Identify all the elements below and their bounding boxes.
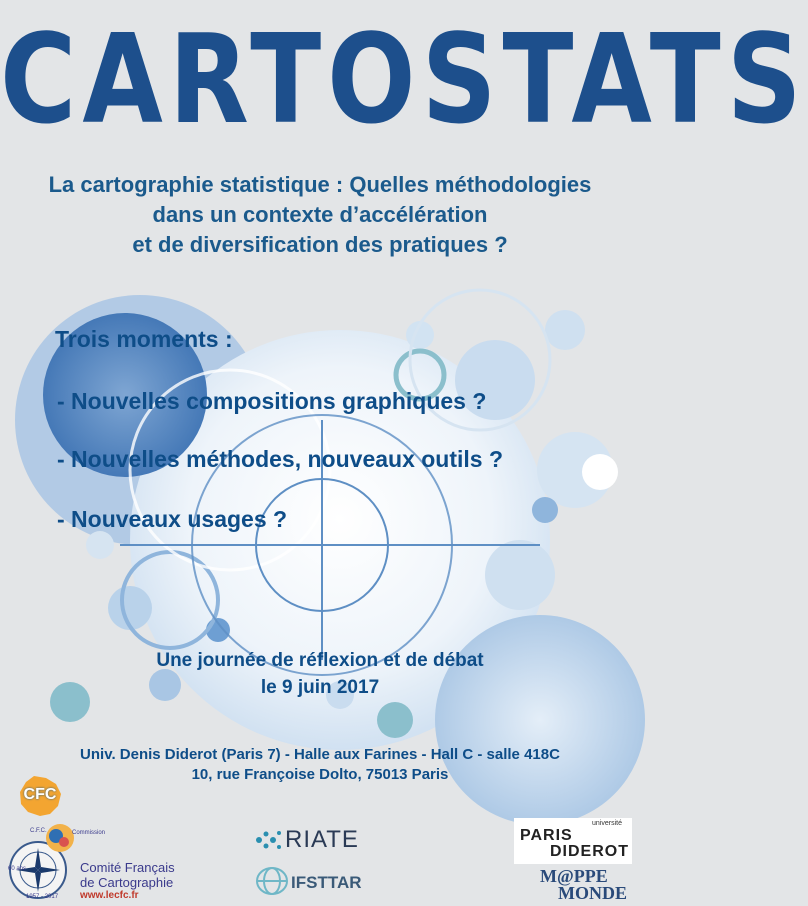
cfc-logo bbox=[8, 826, 175, 902]
cfc-name bbox=[80, 860, 175, 890]
paris7-line2: DIDEROT bbox=[550, 843, 629, 860]
riate-logo bbox=[255, 826, 395, 854]
cfc-badge-logo bbox=[16, 774, 64, 818]
event-line: Une journée de réflexion et de débat bbox=[156, 650, 484, 671]
paris-diderot-logo bbox=[514, 818, 632, 864]
compass-seal-icon bbox=[8, 826, 80, 902]
mappemonde-logo bbox=[540, 866, 630, 902]
mappe-line1: M@PPE bbox=[540, 866, 608, 886]
moment-item: - Nouvelles méthodes, nouveaux outils ? bbox=[57, 446, 504, 472]
subtitle-line: dans un contexte d’accélération bbox=[152, 202, 488, 227]
subtitle-line: La cartographie statistique : Quelles méthodologies bbox=[48, 172, 592, 197]
circle-small-right bbox=[545, 310, 585, 350]
moments-heading: Trois moments : bbox=[55, 326, 233, 352]
cfc-name-line: de Cartographie bbox=[80, 875, 174, 890]
moment-item: - Nouveaux usages ? bbox=[57, 506, 288, 532]
cfc-badge-text: CFC bbox=[23, 786, 57, 803]
circle-right-low bbox=[485, 540, 555, 610]
mappe-line2: MONDE bbox=[558, 883, 627, 903]
circle-left-small bbox=[86, 531, 114, 559]
poster-subtitle bbox=[10, 170, 630, 260]
moment-item: - Nouvelles compositions graphiques ? bbox=[57, 388, 487, 414]
cfc-anniversary: 60 ans bbox=[8, 866, 27, 872]
event-info bbox=[0, 647, 640, 701]
subtitle-line: et de diversification des pratiques ? bbox=[132, 232, 508, 257]
riate-text: RIATE bbox=[285, 826, 359, 853]
venue-line: Univ. Denis Diderot (Paris 7) - Halle aux Farines - Hall C - salle 418C bbox=[80, 746, 560, 763]
circle-teal-bottom bbox=[377, 702, 413, 738]
ifsttar-logo bbox=[255, 866, 395, 896]
ifsttar-text: IFSTTAR bbox=[291, 873, 362, 892]
ifsttar-globe-icon bbox=[255, 866, 289, 896]
paris7-university: université bbox=[592, 820, 622, 827]
paris7-line1: PARIS bbox=[520, 827, 573, 844]
riate-dots-icon bbox=[255, 828, 283, 852]
venue-address: 10, rue Françoise Dolto, 75013 Paris bbox=[191, 766, 449, 783]
event-date: le 9 juin 2017 bbox=[260, 677, 380, 698]
circle-white bbox=[582, 454, 618, 490]
venue-info bbox=[0, 745, 640, 785]
cfc-url[interactable]: www.lecfc.fr bbox=[80, 890, 139, 901]
cfc-seal-text: C.F.C. bbox=[30, 828, 47, 834]
poster-title: CARTOSTATS bbox=[0, 7, 808, 152]
circle-small-blue bbox=[532, 497, 558, 523]
cfc-name-line: Comité Français bbox=[80, 860, 175, 875]
cfc-commission: Commission bbox=[72, 830, 106, 836]
cfc-years: 1957 - 2017 bbox=[26, 894, 59, 900]
